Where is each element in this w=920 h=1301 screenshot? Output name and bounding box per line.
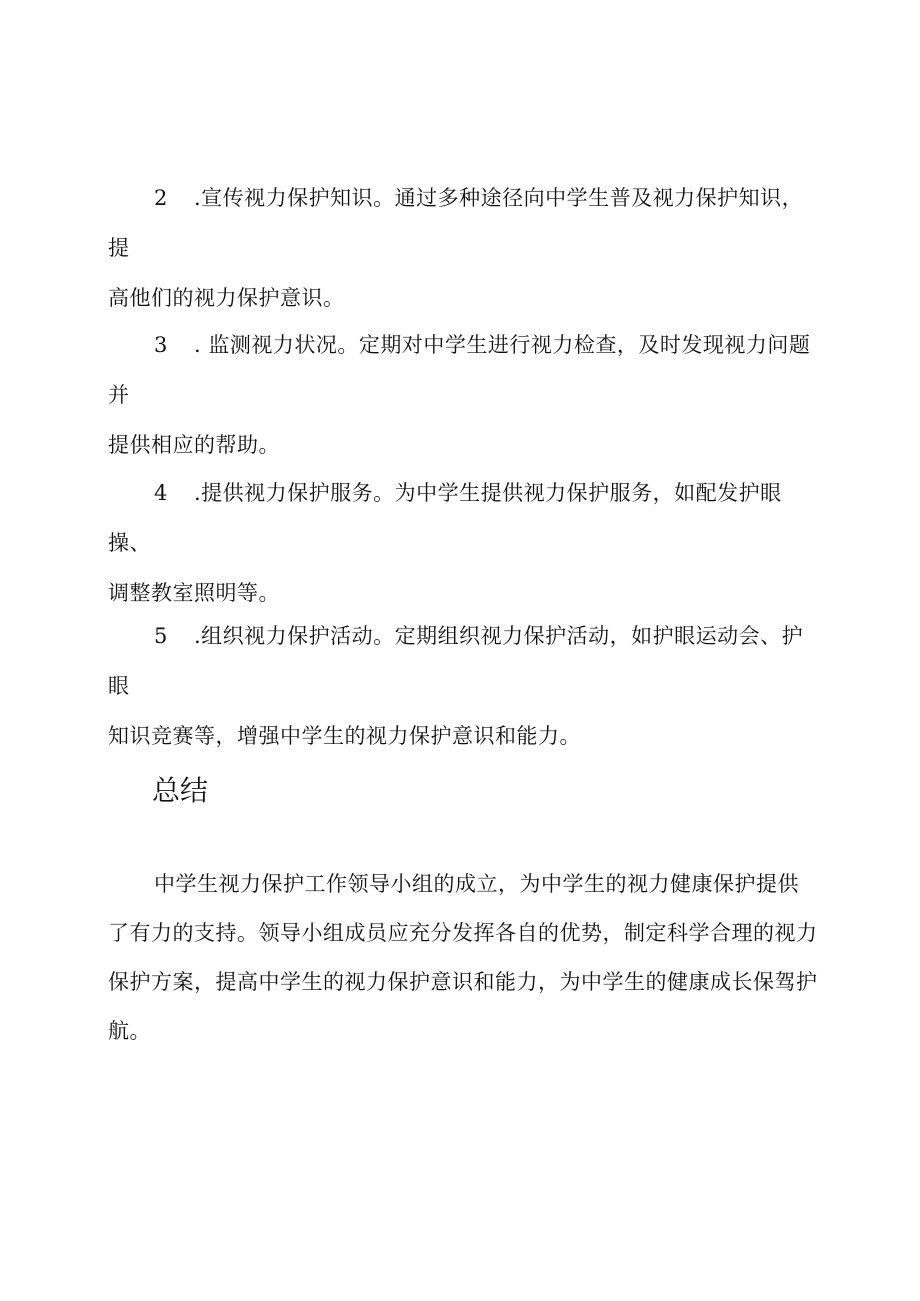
- item-text-line1: .组织视力保护活动。定期组织视力保护活动，如护眼运动会、护眼: [108, 624, 804, 698]
- item-text-line2: 知识竞赛等，增强中学生的视力保护意识和能力。: [108, 724, 581, 748]
- summary-paragraph: [108, 860, 820, 1056]
- item-text-line1: . 监测视力状况。定期对中学生进行视力检查，及时发现视力问题并: [108, 333, 811, 407]
- summary-line-3: 保护方案，提高中学生的视力保护意识和能力，为中学生的健康成长保驾护: [108, 970, 818, 994]
- item-text-line2: 高他们的视力保护意识。: [108, 286, 345, 310]
- item-number: 5: [154, 624, 168, 648]
- item-number: 2: [154, 186, 168, 210]
- item-text-line2: 提供相应的帮助。: [108, 433, 280, 457]
- item-number: 4: [154, 481, 168, 505]
- list-item-3: [108, 320, 818, 470]
- summary-line-2: 了有力的支持。领导小组成员应充分发挥各自的优势，制定科学合理的视力: [108, 921, 818, 945]
- summary-line-1: 中学生视力保护工作领导小组的成立，为中学生的视力健康保护提供: [154, 872, 799, 896]
- list-item-5: [108, 611, 818, 761]
- item-number: 3: [154, 333, 168, 357]
- list-item-2: [108, 173, 818, 323]
- list-item-4: [108, 468, 818, 618]
- summary-line-4: 航。: [108, 1019, 151, 1043]
- section-heading-summary: 总结: [152, 774, 209, 807]
- item-text-line2: 调整教室照明等。: [108, 581, 280, 605]
- item-text-line1: .宣传视力保护知识。通过多种途径向中学生普及视力保护知识，提: [108, 186, 804, 260]
- item-text-line1: .提供视力保护服务。为中学生提供视力保护服务，如配发护眼操、: [108, 481, 782, 555]
